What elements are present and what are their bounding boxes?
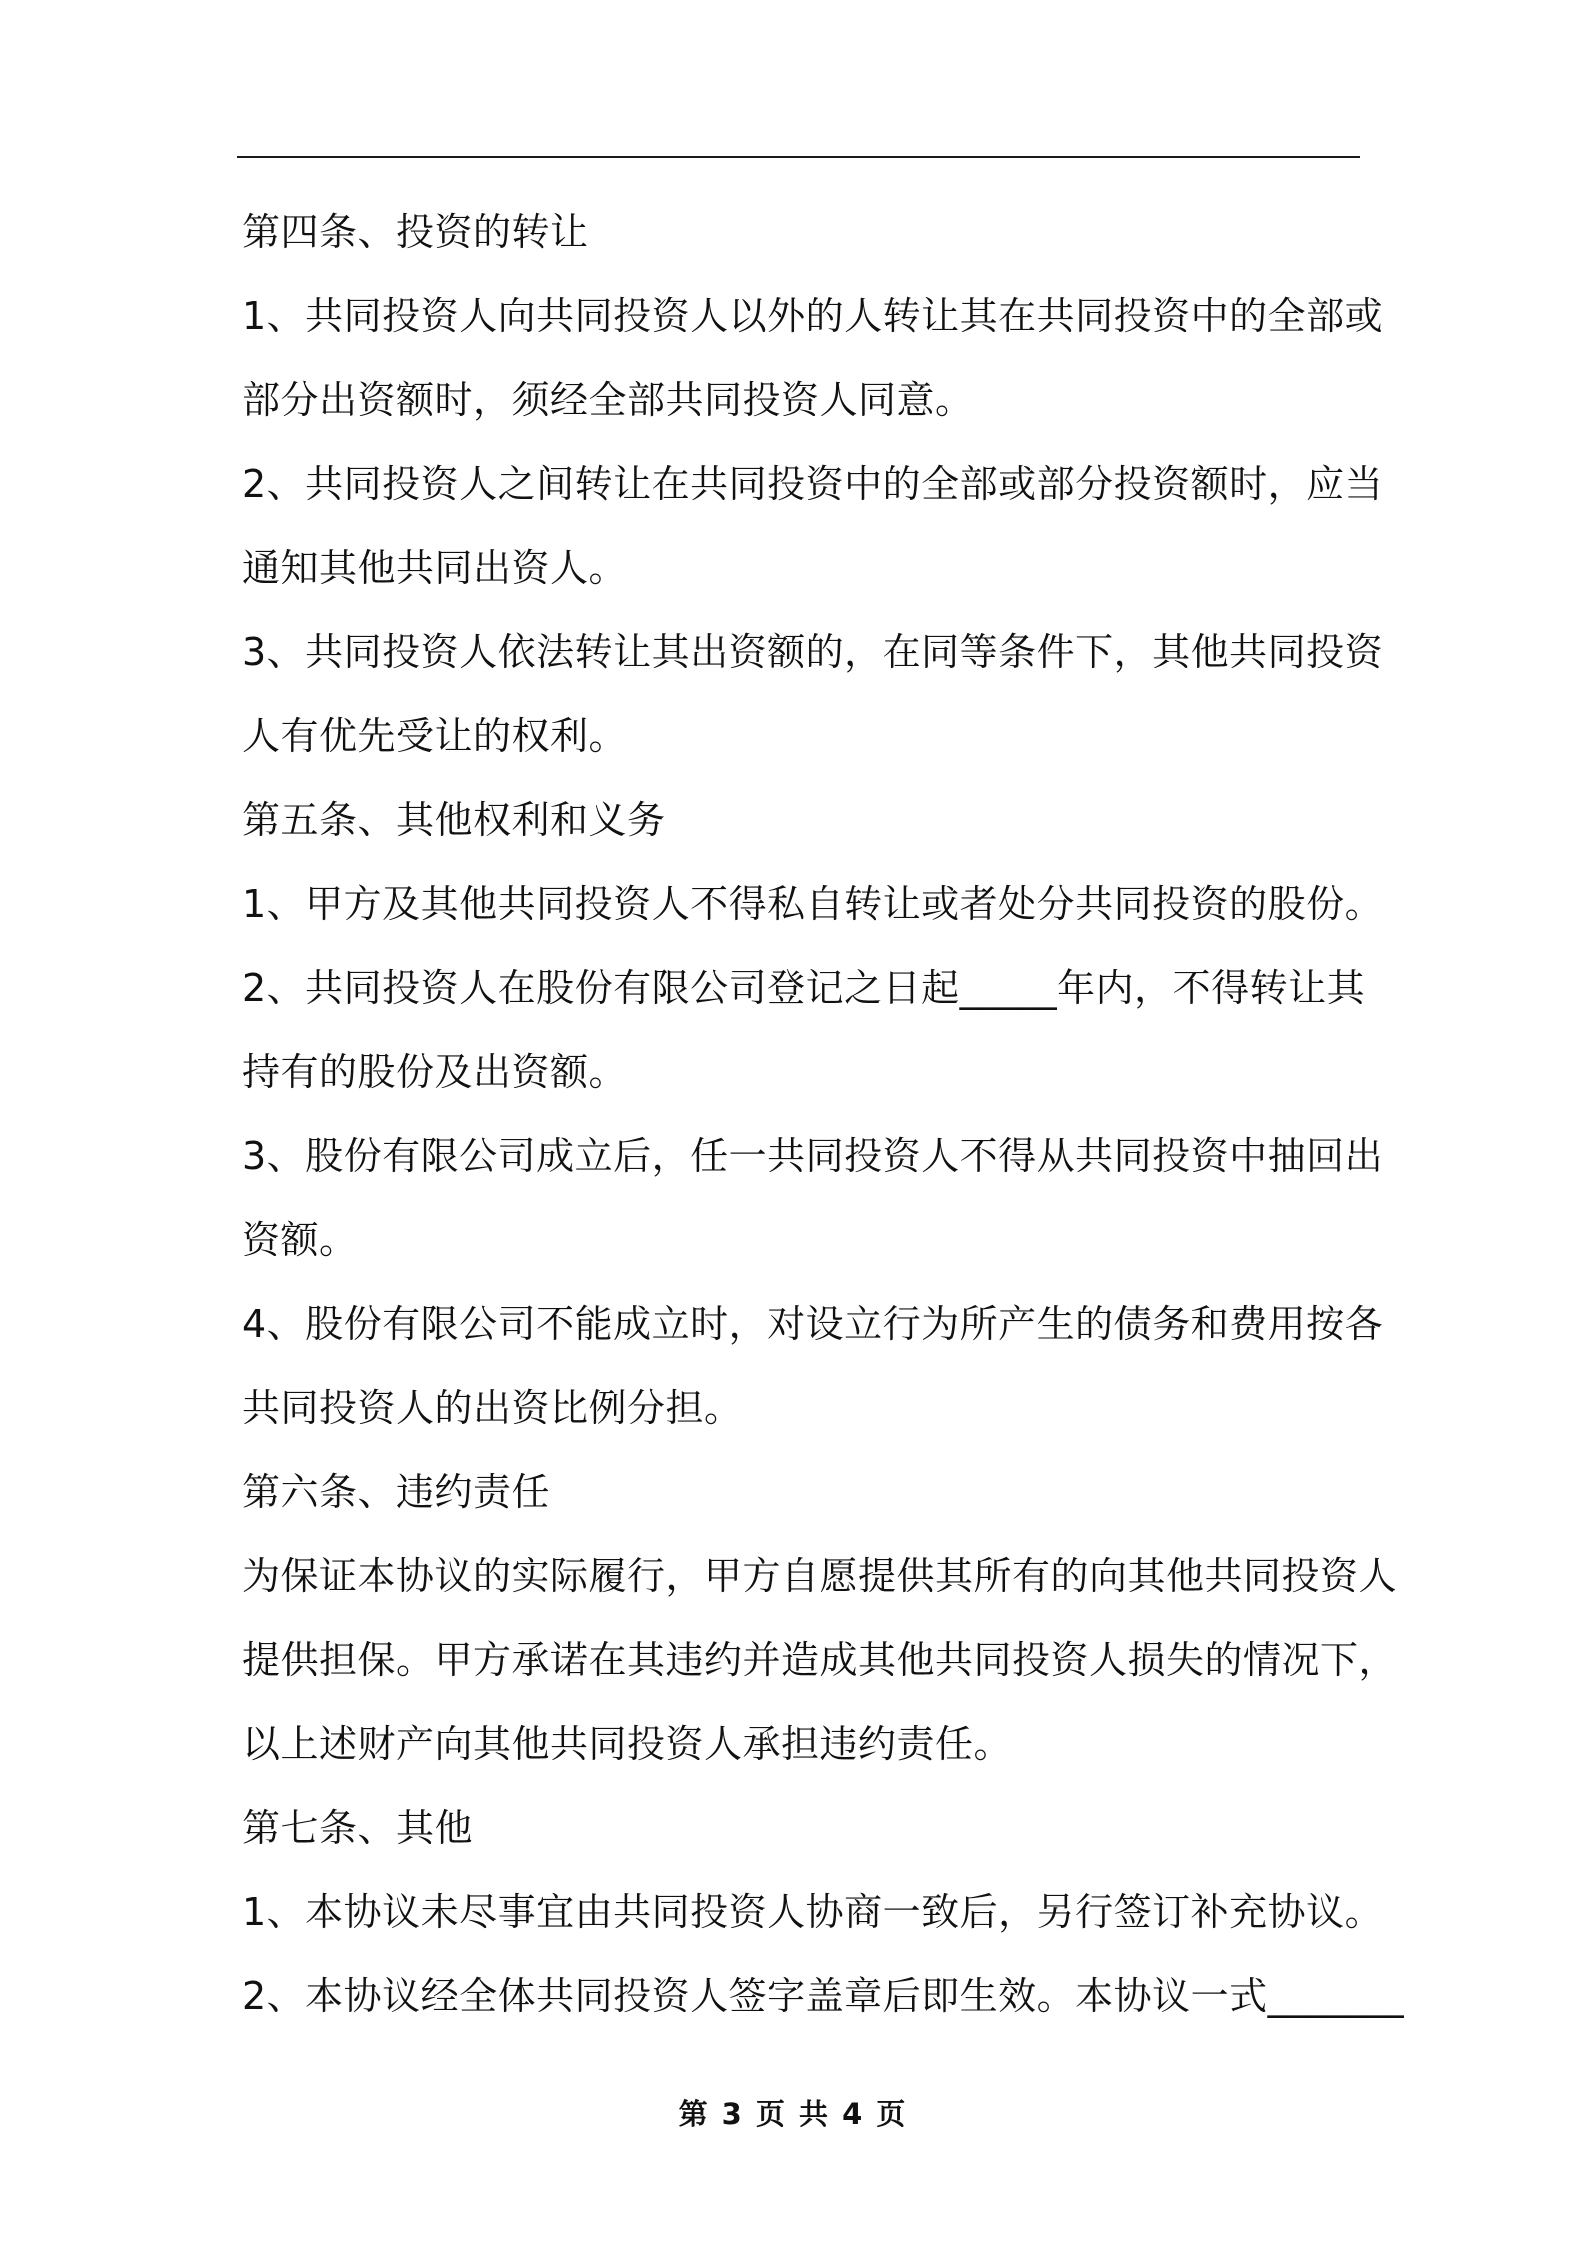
section-heading-7: 第七条、其他 [242, 1806, 474, 1850]
paragraph-line: 1、甲方及其他共同投资人不得私自转让或者处分共同投资的股份。 [242, 882, 1384, 926]
section-heading-4: 第四条、投资的转让 [242, 210, 589, 254]
header-rule [237, 156, 1360, 158]
paragraph-line: 以上述财产向其他共同投资人承担违约责任。 [242, 1722, 1013, 1766]
paragraph-line: 4、股份有限公司不能成立时，对设立行为所产生的债务和费用按各 [242, 1302, 1384, 1346]
paragraph-line: 通知其他共同出资人。 [242, 546, 628, 590]
page-number-footer: 第 3 页 共 4 页 [678, 2097, 908, 2131]
section-heading-5: 第五条、其他权利和义务 [242, 798, 666, 842]
section-heading-6: 第六条、违约责任 [242, 1470, 551, 1514]
paragraph-line: 部分出资额时，须经全部共同投资人同意。 [242, 378, 974, 422]
paragraph-line: 1、本协议未尽事宜由共同投资人协商一致后，另行签订补充协议。 [242, 1890, 1384, 1934]
paragraph-line: 共同投资人的出资比例分担。 [242, 1386, 743, 1430]
paragraph-line: 2、共同投资人在股份有限公司登记之日起_____年内，不得转让其 [242, 966, 1366, 1010]
paragraph-line: 持有的股份及出资额。 [242, 1050, 628, 1094]
paragraph-line: 1、共同投资人向共同投资人以外的人转让其在共同投资中的全部或 [242, 294, 1384, 338]
paragraph-line: 3、共同投资人依法转让其出资额的，在同等条件下，其他共同投资 [242, 630, 1384, 674]
document-body [242, 190, 1405, 2038]
paragraph-line: 3、股份有限公司成立后，任一共同投资人不得从共同投资中抽回出 [242, 1134, 1384, 1178]
paragraph-line: 提供担保。甲方承诺在其违约并造成其他共同投资人损失的情况下， [242, 1638, 1398, 1682]
paragraph-line: 2、本协议经全体共同投资人签字盖章后即生效。本协议一式_______ [242, 1974, 1405, 2018]
paragraph-line: 资额。 [242, 1218, 358, 1262]
paragraph-line: 为保证本协议的实际履行，甲方自愿提供其所有的向其他共同投资人 [242, 1554, 1398, 1598]
paragraph-line: 2、共同投资人之间转让在共同投资中的全部或部分投资额时，应当 [242, 462, 1384, 506]
paragraph-line: 人有优先受让的权利。 [242, 714, 628, 758]
